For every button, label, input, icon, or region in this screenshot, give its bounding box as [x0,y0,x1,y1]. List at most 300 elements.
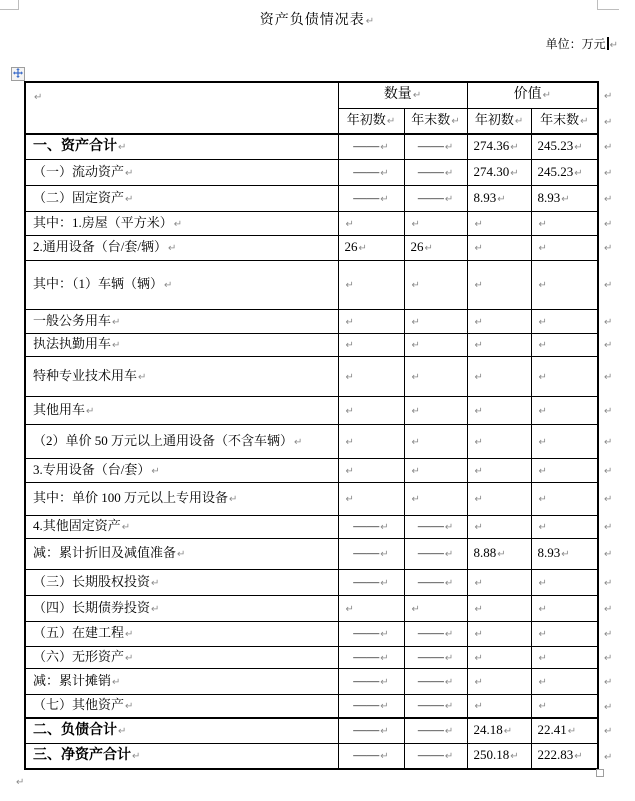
table-cell[interactable] [467,569,531,595]
table-cell[interactable] [467,185,531,211]
pilcrow-mark: ↵ [125,193,134,205]
pilcrow-mark: ↵ [604,465,613,477]
pilcrow-mark: ↵ [380,577,389,589]
table-cell[interactable] [531,333,598,356]
row-label: （六）无形资产 [33,648,125,664]
pilcrow-mark: ↵ [164,280,173,292]
table [24,81,635,770]
table-cell[interactable] [404,235,467,260]
row-label-cell[interactable] [25,668,338,694]
table-cell[interactable] [404,569,467,595]
row-label-cell[interactable] [25,309,338,333]
table-cell[interactable] [467,424,531,458]
table-cell[interactable] [338,694,404,718]
table-cell[interactable] [467,211,531,235]
row-label-cell[interactable] [25,396,338,424]
table-cell[interactable] [338,718,404,743]
cell-value: —— [353,573,380,589]
row-label-cell[interactable] [25,482,338,515]
table-cell[interactable] [467,309,531,333]
end-of-row-mark-cell [598,235,635,260]
cell-value: 26 [344,239,358,255]
table-cell[interactable] [467,668,531,694]
pilcrow-mark: ↵ [604,577,613,589]
pilcrow-mark: ↵ [538,465,547,477]
table-row [25,260,635,309]
row-label: （四）长期债券投资 [33,599,151,615]
pilcrow-mark: ↵ [538,436,547,448]
pilcrow-mark: ↵ [604,280,613,292]
pilcrow-mark: ↵ [604,522,613,534]
table-row [25,458,635,482]
pilcrow-mark: ↵ [574,142,583,154]
pilcrow-mark: ↵ [411,436,420,448]
row-label-cell[interactable] [25,743,338,769]
table-cell[interactable] [338,134,404,159]
row-label-cell[interactable] [25,159,338,185]
cell-value: 250.18 [473,747,510,763]
pilcrow-mark: ↵ [380,142,389,154]
pilcrow-mark: ↵ [444,726,454,738]
pilcrow-mark: ↵ [538,652,547,664]
cell-value: —— [353,189,380,205]
row-label: 其中：单价 100 万元以上专用设备 [33,490,229,506]
table-cell[interactable] [404,211,467,235]
table-row [25,621,635,646]
row-label-cell[interactable] [25,185,338,211]
table-row [25,185,635,211]
pilcrow-mark: ↵ [474,405,483,417]
pilcrow-mark: ↵ [380,193,389,205]
table-cell[interactable] [531,538,598,569]
header-value-group[interactable] [467,82,598,108]
pilcrow-mark: ↵ [474,371,483,383]
end-of-row-mark-cell [598,356,635,396]
pilcrow-mark: ↵ [151,577,160,589]
balance-sheet-table [24,81,635,770]
cell-value: —— [417,747,444,763]
table-cell[interactable] [338,309,404,333]
row-label-cell[interactable] [25,515,338,538]
pilcrow-mark: ↵ [444,629,454,641]
end-of-row-mark-cell [598,569,635,595]
cell-value: 8.93 [537,189,561,205]
row-label: （二）固定资产 [33,189,125,205]
pilcrow-mark: ↵ [380,652,389,664]
pilcrow-mark: ↵ [604,436,613,448]
table-cell[interactable] [404,646,467,668]
table-cell[interactable] [404,309,467,333]
table-cell[interactable] [338,743,404,769]
pilcrow-mark: ↵ [474,676,483,688]
row-label-cell[interactable] [25,333,338,356]
table-cell[interactable] [531,569,598,595]
pilcrow-mark: ↵ [177,549,186,561]
row-label-cell[interactable] [25,569,338,595]
end-of-row-mark-cell [598,482,635,515]
table-cell[interactable] [404,356,467,396]
pilcrow-mark: ↵ [497,193,506,205]
table-cell[interactable] [467,134,531,159]
row-label-cell[interactable] [25,538,338,569]
pilcrow-mark: ↵ [345,280,354,292]
table-cell[interactable] [338,260,404,309]
pilcrow-mark: ↵ [538,522,547,534]
table-cell[interactable] [467,515,531,538]
table-cell[interactable] [467,743,531,769]
pilcrow-mark: ↵ [121,522,131,534]
pilcrow-mark: ↵ [380,701,389,713]
table-cell[interactable] [338,333,404,356]
pilcrow-mark: ↵ [411,405,420,417]
pilcrow-mark: ↵ [444,676,454,688]
pilcrow-mark: ↵ [497,549,506,561]
pilcrow-mark: ↵ [118,141,127,153]
table-cell[interactable] [404,595,467,621]
cell-value: —— [353,672,380,688]
cell-value: —— [417,697,444,713]
cell-value: —— [417,648,444,664]
pilcrow-mark: ↵ [538,701,547,713]
pilcrow-mark: ↵ [444,142,454,154]
header-quantity-label: 数量 [383,87,412,103]
pilcrow-mark: ↵ [380,549,389,561]
pilcrow-mark: ↵ [538,218,547,230]
table-cell[interactable] [531,515,598,538]
row-label-cell[interactable] [25,134,338,159]
end-of-row-mark-cell [598,694,635,718]
pilcrow-mark: ↵ [132,750,141,762]
table-cell[interactable] [404,159,467,185]
table-cell[interactable] [467,538,531,569]
pilcrow-mark: ↵ [345,316,354,328]
table-cell[interactable] [338,211,404,235]
pilcrow-mark: ↵ [380,629,389,641]
cell-value: —— [353,138,380,154]
table-cell[interactable] [467,458,531,482]
header-qty-end-label: 年末数 [411,112,451,128]
pilcrow-mark: ↵ [345,218,354,230]
table-cell[interactable] [531,646,598,668]
end-of-row-mark-cell [598,333,635,356]
pilcrow-mark: ↵ [411,316,420,328]
table-cell[interactable] [467,621,531,646]
pilcrow-mark: ↵ [474,280,483,292]
table-header-row-groups [25,82,635,108]
pilcrow-mark: ↵ [538,280,547,292]
row-label: 减：累计折旧及减值准备 [33,545,177,561]
table-cell[interactable] [467,718,531,743]
row-label-cell[interactable] [25,621,338,646]
table-cell[interactable] [338,569,404,595]
pilcrow-mark: ↵ [345,371,354,383]
table-row [25,668,635,694]
pilcrow-mark: ↵ [345,340,354,352]
pilcrow-mark: ↵ [118,725,127,737]
table-cell[interactable] [338,621,404,646]
table-cell[interactable] [531,309,598,333]
row-label: 一、资产合计 [33,138,117,154]
pilcrow-mark: ↵ [345,405,354,417]
table-cell[interactable] [467,235,531,260]
row-label-cell[interactable] [25,646,338,668]
table-cell[interactable] [338,424,404,458]
pilcrow-mark: ↵ [380,676,389,688]
table-cell[interactable] [404,134,467,159]
pilcrow-mark: ↵ [125,701,134,713]
table-cell[interactable] [404,538,467,569]
pilcrow-mark: ↵ [229,494,238,506]
table-cell[interactable] [338,185,404,211]
pilcrow-mark: ↵ [444,751,454,763]
row-label: 一般公务用车 [33,312,112,328]
pilcrow-mark: ↵ [411,603,420,615]
row-label-cell[interactable] [25,260,338,309]
cell-value: —— [417,189,444,205]
header-stub-cell[interactable] [25,82,338,134]
table-row [25,309,635,333]
table-cell[interactable] [338,515,404,538]
cell-value: —— [417,672,444,688]
header-val-begin-cell[interactable] [467,108,531,134]
table-cell[interactable] [531,621,598,646]
table-cell[interactable] [531,235,598,260]
cell-value: —— [417,573,444,589]
table-row [25,424,635,458]
header-qty-begin-cell[interactable] [338,108,404,134]
pilcrow-mark: ↵ [151,603,160,615]
table-cell[interactable] [404,694,467,718]
pilcrow-mark: ↵ [474,465,483,477]
row-label-cell[interactable] [25,235,338,260]
pilcrow-mark: ↵ [444,522,454,534]
table-cell[interactable] [531,134,598,159]
table-cell[interactable] [531,482,598,515]
table-cell[interactable] [338,356,404,396]
row-label-cell[interactable] [25,595,338,621]
table-cell[interactable] [531,159,598,185]
table-cell[interactable] [531,260,598,309]
pilcrow-mark: ↵ [474,577,483,589]
table-row [25,718,635,743]
row-label: 其他用车 [33,401,86,417]
row-label: 减：累计摊销 [33,672,112,688]
pilcrow-mark: ↵ [538,316,547,328]
header-qty-end-cell[interactable] [404,108,467,134]
table-cell[interactable] [531,668,598,694]
pilcrow-mark: ↵ [86,405,95,417]
cell-value: —— [353,648,380,664]
pilcrow-mark: ↵ [380,726,389,738]
table-cell[interactable] [531,211,598,235]
table-cell[interactable] [338,482,404,515]
table-cell[interactable] [404,396,467,424]
table-row [25,646,635,668]
row-label: 其中：1.房屋（平方米） [33,214,173,230]
row-label: 4.其他固定资产 [33,518,121,534]
pilcrow-mark: ↵ [386,116,396,128]
table-cell[interactable] [404,458,467,482]
table-cell[interactable] [404,668,467,694]
pilcrow-mark: ↵ [380,522,389,534]
pilcrow-mark: ↵ [604,193,613,205]
table-cell[interactable] [338,159,404,185]
table-cell[interactable] [467,333,531,356]
row-label: 特种专业技术用车 [33,367,138,383]
paragraph-mark-after-table [15,772,24,790]
row-label: 3.专用设备（台/套） [33,461,151,477]
pilcrow-mark: ↵ [358,243,367,255]
pilcrow-mark: ↵ [561,193,570,205]
pilcrow-mark: ↵ [609,40,618,51]
pilcrow-mark: ↵ [424,243,433,255]
pilcrow-mark: ↵ [125,167,134,179]
table-cell[interactable] [338,235,404,260]
end-of-row-mark-cell [598,718,635,743]
table-cell[interactable] [404,424,467,458]
table-cell[interactable] [467,595,531,621]
cell-value: —— [353,625,380,641]
end-of-row-mark-cell [598,743,635,769]
cell-value: 26 [410,239,424,255]
pilcrow-mark: ↵ [538,603,547,615]
table-move-handle[interactable] [11,67,25,81]
pilcrow-mark: ↵ [294,436,303,448]
row-label-cell[interactable] [25,211,338,235]
row-label-cell[interactable] [25,718,338,743]
end-of-row-mark-cell [598,396,635,424]
pilcrow-mark: ↵ [574,751,583,763]
table-row [25,482,635,515]
table-cell[interactable] [467,159,531,185]
pilcrow-mark: ↵ [503,726,513,738]
pilcrow-mark: ↵ [125,652,134,664]
table-cell[interactable] [338,646,404,668]
pilcrow-mark: ↵ [411,280,420,292]
pilcrow-mark: ↵ [474,494,483,506]
end-of-row-mark-cell [598,309,635,333]
pilcrow-mark: ↵ [411,218,420,230]
end-of-row-mark-cell [598,515,635,538]
cell-value: 245.23 [537,138,574,154]
table-cell[interactable] [531,424,598,458]
cell-value: —— [417,545,444,561]
row-label-cell[interactable] [25,356,338,396]
cell-value: 274.30 [473,163,510,179]
cell-value: 8.93 [537,545,561,561]
cell-value: —— [417,138,444,154]
table-cell[interactable] [467,260,531,309]
table-cell[interactable] [404,718,467,743]
table-cell[interactable] [531,185,598,211]
table-cell[interactable] [531,743,598,769]
pilcrow-mark: ↵ [604,316,613,328]
table-cell[interactable] [531,595,598,621]
pilcrow-mark: ↵ [604,603,613,615]
pilcrow-mark: ↵ [345,603,354,615]
pilcrow-mark: ↵ [604,676,613,688]
pilcrow-mark: ↵ [474,522,483,534]
pilcrow-mark: ↵ [345,494,354,506]
move-arrows-icon [13,65,23,83]
header-val-end-cell[interactable] [531,108,598,134]
pilcrow-mark: ↵ [444,549,454,561]
end-of-row-mark-cell [598,159,635,185]
table-row [25,211,635,235]
pilcrow-mark: ↵ [604,116,613,128]
table-row [25,134,635,159]
cell-value: —— [353,722,380,738]
pilcrow-mark: ↵ [412,90,422,102]
pilcrow-mark: ↵ [173,218,183,230]
end-of-row-mark-cell [598,108,635,134]
table-cell[interactable] [338,396,404,424]
pilcrow-mark: ↵ [125,629,134,641]
cell-value: —— [353,518,380,534]
table-cell[interactable] [404,260,467,309]
row-label: （2）单价 50 万元以上通用设备（不含车辆） [33,432,294,448]
row-label-cell[interactable] [25,424,338,458]
table-cell[interactable] [467,356,531,396]
pilcrow-mark: ↵ [604,243,613,255]
pilcrow-mark: ↵ [604,629,613,641]
header-val-begin-label: 年初数 [474,112,514,128]
table-cell[interactable] [404,333,467,356]
table-cell[interactable] [338,538,404,569]
table-cell[interactable] [531,458,598,482]
table-cell[interactable] [467,694,531,718]
row-label-cell[interactable] [25,694,338,718]
pilcrow-mark: ↵ [16,777,25,788]
table-resize-handle[interactable] [596,769,604,777]
unit-label: 单位：万元 [545,37,606,51]
end-of-row-mark-cell [598,458,635,482]
table-row [25,333,635,356]
pilcrow-mark: ↵ [138,371,147,383]
table-header [25,82,635,134]
pilcrow-mark: ↵ [474,243,483,255]
table-cell[interactable] [404,482,467,515]
cell-value: —— [353,545,380,561]
table-cell[interactable] [404,743,467,769]
pilcrow-mark: ↵ [510,751,519,763]
table-cell[interactable] [404,621,467,646]
cell-value: —— [353,747,380,763]
row-label-cell[interactable] [25,458,338,482]
row-label: （七）其他资产 [33,697,125,713]
table-cell[interactable] [467,646,531,668]
table-cell[interactable] [338,668,404,694]
table-cell[interactable] [467,396,531,424]
pilcrow-mark: ↵ [604,142,613,154]
table-cell[interactable] [338,458,404,482]
table-cell[interactable] [338,595,404,621]
table-cell[interactable] [531,718,598,743]
table-cell[interactable] [531,356,598,396]
header-qty-begin-label: 年初数 [346,112,386,128]
header-quantity-group[interactable] [338,82,467,108]
table-cell[interactable] [404,515,467,538]
pilcrow-mark: ↵ [474,652,483,664]
table-cell[interactable] [531,396,598,424]
table-cell[interactable] [404,185,467,211]
end-of-row-mark-cell [598,82,635,108]
pilcrow-mark: ↵ [542,90,551,102]
table-cell[interactable] [531,694,598,718]
pilcrow-mark: ↵ [604,751,613,763]
table-cell[interactable] [467,482,531,515]
pilcrow-mark: ↵ [444,193,454,205]
